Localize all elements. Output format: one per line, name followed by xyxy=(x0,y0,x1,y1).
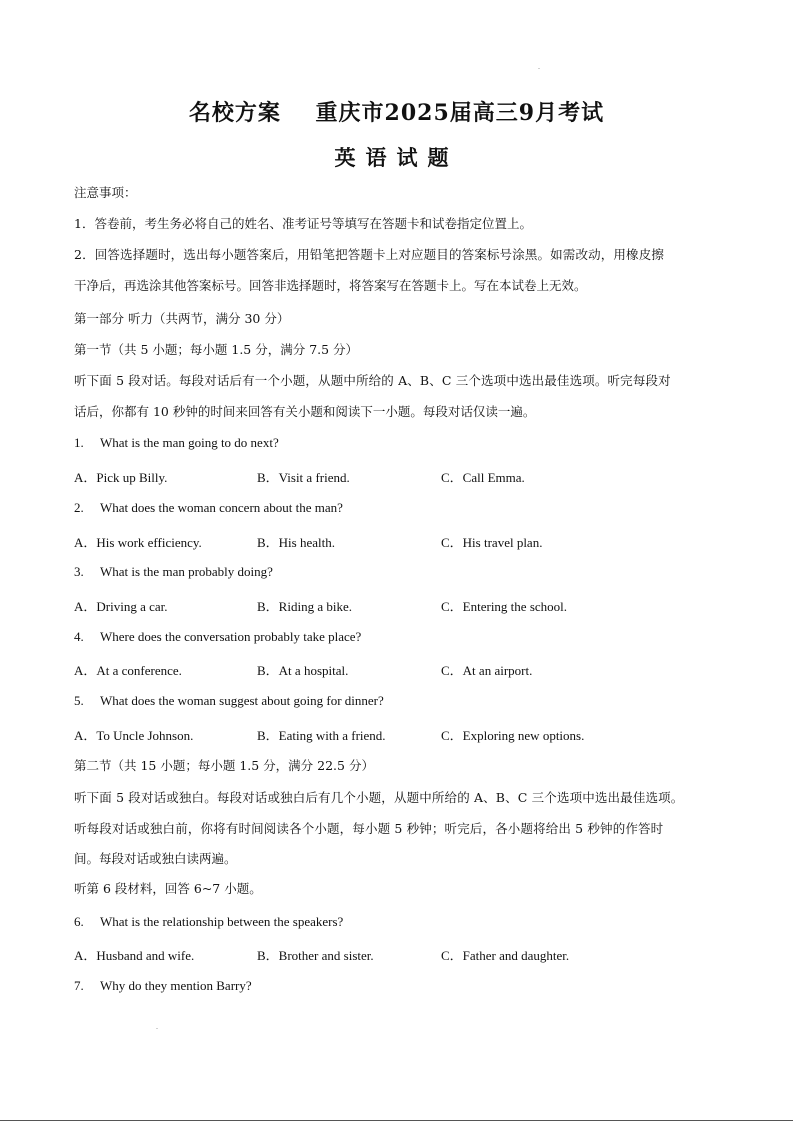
option-a: A．His work efficiency. xyxy=(74,535,202,550)
exam-subject: 英语试题 xyxy=(334,145,459,170)
section1-instructions-line-1: 听下面 5 段对话。每段对话后有一个小题，从题中所给的 A、B、C 三个选项中选出最佳选项。听完每段对 xyxy=(74,373,671,388)
question-number: 3. xyxy=(74,564,84,579)
stray-mark: . xyxy=(156,1022,158,1031)
note-item-2-line-2: 干净后，再选涂其他答案标号。回答非选择题时，将答案写在答题卡上。写在本试卷上无效。 xyxy=(74,278,587,293)
question-text: Why do they mention Barry? xyxy=(100,978,252,993)
exam-title: 名校方案 重庆市2025届高三9月考试 xyxy=(188,100,605,126)
question-number: 1. xyxy=(74,435,84,450)
section1-heading: 第一节（共 5 小题；每小题 1.5 分，满分 7.5 分） xyxy=(74,342,359,357)
option-b: B．At a hospital. xyxy=(257,663,349,678)
option-b: B．Riding a bike. xyxy=(257,599,352,614)
question-text: What does the woman concern about the man? xyxy=(100,500,343,515)
question-number: 2. xyxy=(74,500,84,515)
option-c: C．Entering the school. xyxy=(441,599,568,614)
option-c: C．Call Emma. xyxy=(441,470,525,485)
question-text: What does the woman suggest about going for dinner? xyxy=(100,693,384,708)
question-text: Where does the conversation probably take place? xyxy=(100,629,362,644)
option-a: A．To Uncle Johnson. xyxy=(74,728,194,743)
option-a: A．Pick up Billy. xyxy=(74,470,168,485)
option-a: A．At a conference. xyxy=(74,663,182,678)
option-c: C．Exploring new options. xyxy=(441,728,585,743)
section2-heading: 第二节（共 15 小题；每小题 1.5 分，满分 22.5 分） xyxy=(74,758,374,773)
option-b: B．Visit a friend. xyxy=(257,470,350,485)
part1-heading: 第一部分 听力（共两节，满分 30 分） xyxy=(74,311,290,326)
option-a: A．Driving a car. xyxy=(74,599,168,614)
stray-mark: . xyxy=(538,62,540,71)
question-number: 6. xyxy=(74,914,84,929)
question-text: What is the man going to do next? xyxy=(100,435,279,450)
question-number: 5. xyxy=(74,693,84,708)
option-b: B．His health. xyxy=(257,535,335,550)
question-number: 4. xyxy=(74,629,84,644)
notes-heading: 注意事项： xyxy=(74,185,137,200)
note-item-2-line-1: 2．回答选择题时，选出每小题答案后，用铅笔把答题卡上对应题目的答案标号涂黑。如需改动，用橡皮擦 xyxy=(74,247,665,262)
page-bottom-rule xyxy=(0,1120,793,1121)
option-c: C．At an airport. xyxy=(441,663,533,678)
question-text: What is the relationship between the speakers? xyxy=(100,914,344,929)
section2-instructions-line-1: 听下面 5 段对话或独白。每段对话或独白后有几个小题，从题中所给的 A、B、C 三个选项中选出最佳选项。 xyxy=(74,790,684,805)
question-number: 7. xyxy=(74,978,84,993)
option-b: B．Eating with a friend. xyxy=(257,728,386,743)
material-6-note: 听第 6 段材料，回答 6~7 小题。 xyxy=(74,881,262,896)
option-c: C．His travel plan. xyxy=(441,535,543,550)
option-c: C．Father and daughter. xyxy=(441,948,570,963)
section2-instructions-line-3: 间。每段对话或独白读两遍。 xyxy=(74,851,237,866)
section1-instructions-line-2: 话后，你都有 10 秒钟的时间来回答有关小题和阅读下一小题。每段对话仅读一遍。 xyxy=(74,404,536,419)
option-a: A．Husband and wife. xyxy=(74,948,195,963)
note-item-1: 1．答卷前，考生务必将自己的姓名、准考证号等填写在答题卡和试卷指定位置上。 xyxy=(74,216,532,231)
option-b: B．Brother and sister. xyxy=(257,948,374,963)
question-text: What is the man probably doing? xyxy=(100,564,273,579)
section2-instructions-line-2: 听每段对话或独白前，你将有时间阅读各个小题，每小题 5 秒钟；听完后，各小题将给出 5 秒钟的作答时 xyxy=(74,821,664,836)
